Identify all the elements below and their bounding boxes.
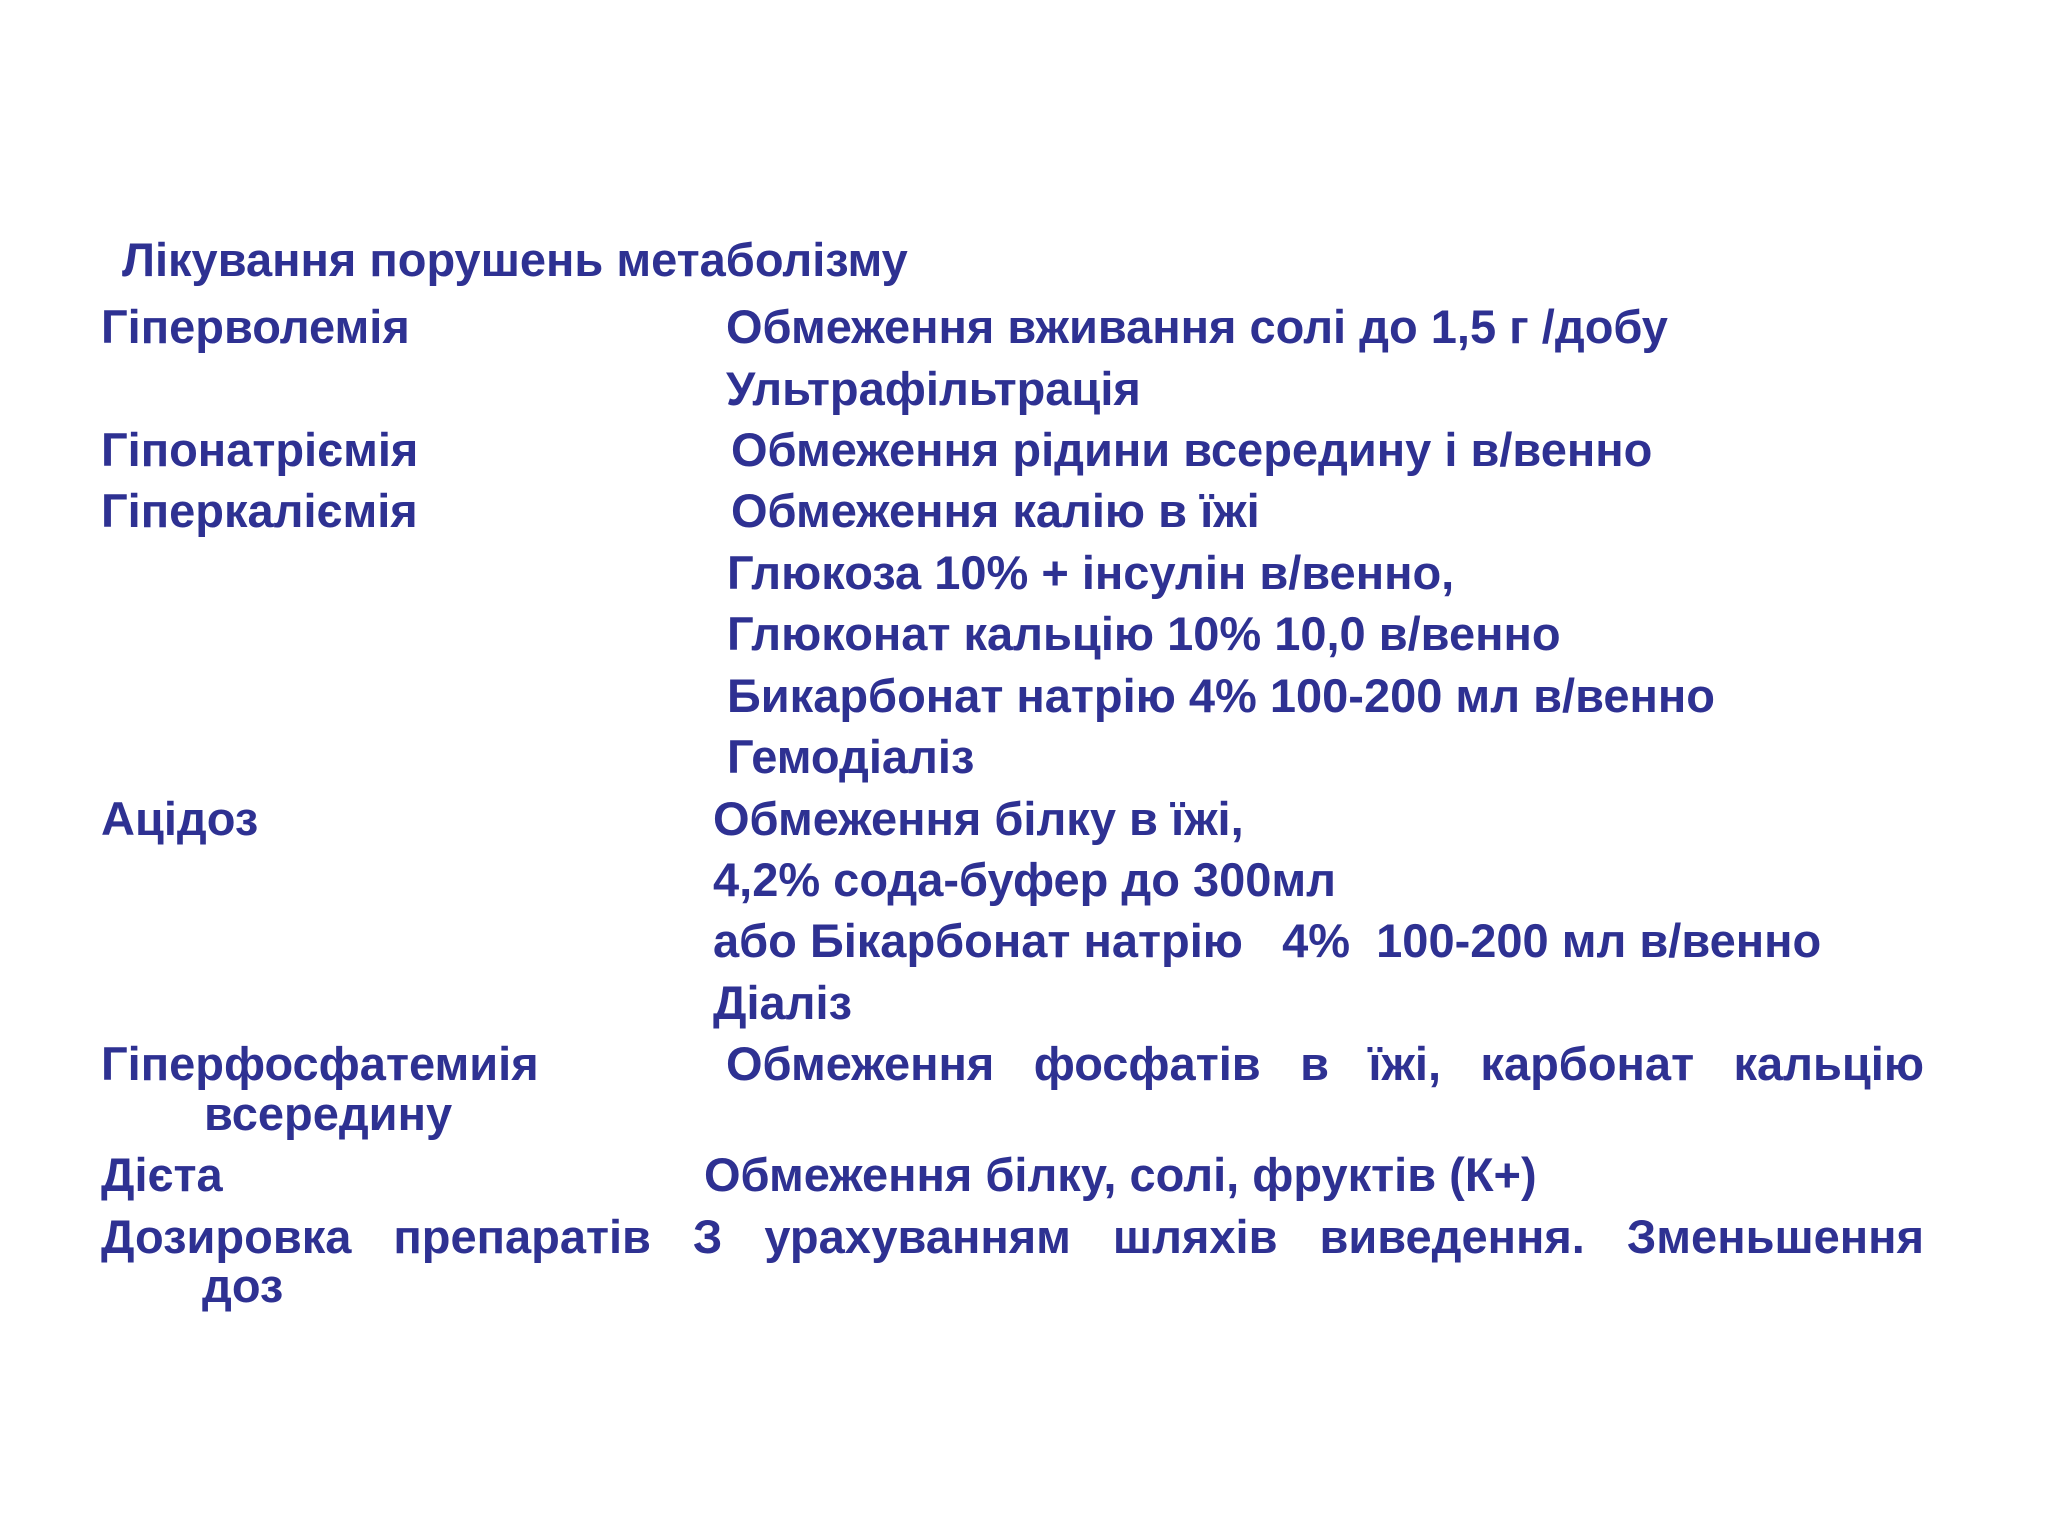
treatment-acidosis-3: або Бікарбонат натрію 4% 100-200 мл в/венно [713, 914, 1822, 967]
treatment-hypervolemia-2: Ультрафільтрація [726, 362, 1141, 415]
treatment-hyperkalemia-3: Глюконат кальцію 10% 10,0 в/венно [727, 607, 1561, 660]
treatment-hyperkalemia-2: Глюкоза 10% + інсулін в/венно, [727, 546, 1455, 599]
condition-diet: Дієта [101, 1148, 223, 1201]
treatment-diet-1: Обмеження білку, солі, фруктів (К+) [704, 1148, 1537, 1201]
condition-dosage: Дозировка препаратів [101, 1210, 651, 1263]
treatment-acidosis-4: Діаліз [713, 976, 852, 1029]
condition-hyperphosphatemia: Гіперфосфатемиія [101, 1037, 539, 1090]
treatment-hypervolemia-1: Обмеження вживання солі до 1,5 г /добу [726, 300, 1668, 353]
treatment-dosage-1: З урахуванням шляхів виведення. Зменьшення [692, 1210, 1924, 1263]
condition-hyponatremia: Гіпонатріємія [101, 423, 419, 476]
treatment-hyperkalemia-5: Гемодіаліз [727, 730, 975, 783]
drug-dosage-line [101, 1209, 1924, 1265]
treatment-acidosis-2: 4,2% сода-буфер до 300мл [713, 853, 1337, 906]
treatment-dosage-2: доз [202, 1259, 284, 1312]
treatment-hyperkalemia-1: Обмеження калію в їжі [731, 484, 1260, 537]
condition-hypervolemia: Гіперволемія [101, 300, 410, 353]
treatment-hyperphosphatemia-2: всередину [204, 1087, 453, 1140]
condition-acidosis: Ацідоз [101, 792, 259, 845]
treatment-acidosis-1: Обмеження білку в їжі, [713, 792, 1244, 845]
treatment-hyperphosphatemia-1: Обмеження фосфатів в їжі, карбонат кальцію [726, 1037, 1924, 1090]
slide-title: Лікування порушень метаболізму [122, 233, 908, 286]
treatment-hyponatremia-1: Обмеження рідини всередину і в/венно [731, 423, 1653, 476]
condition-hyperkalemia: Гіперкаліємія [101, 484, 418, 537]
treatment-hyperkalemia-4: Бикарбонат натрію 4% 100-200 мл в/венно [727, 669, 1715, 722]
